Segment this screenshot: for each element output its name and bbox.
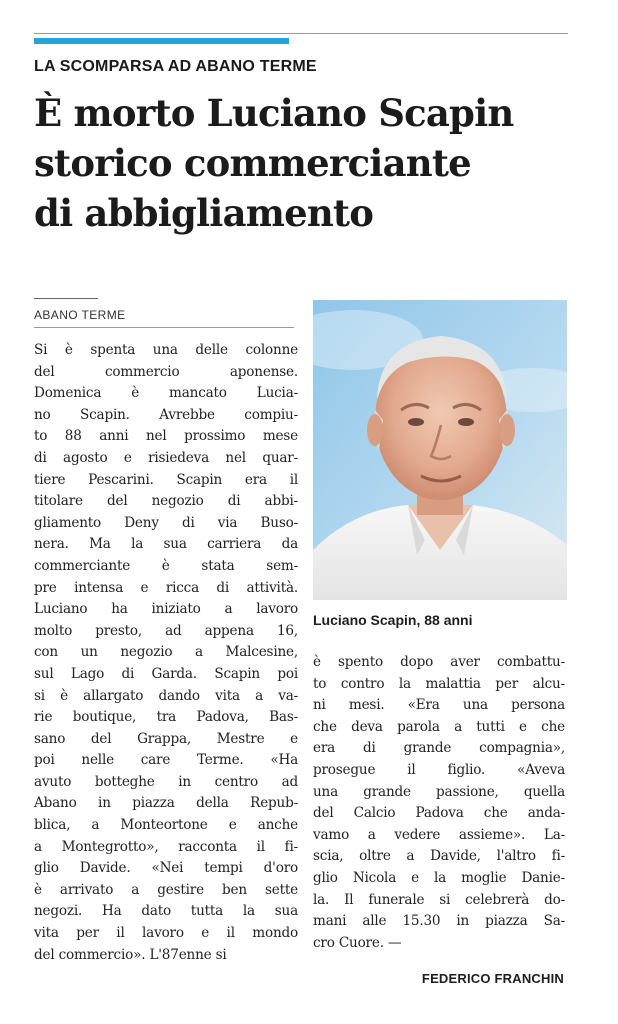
body-line: sano del Grappa, Mestre e bbox=[34, 730, 298, 747]
body-line: è spento dopo aver combattu- bbox=[313, 654, 565, 670]
body-line: a Montegrotto», racconta il fi- bbox=[34, 838, 298, 855]
body-line: scia, oltre a Davide, l'altro fi- bbox=[313, 848, 565, 865]
headline-line: di abbigliamento bbox=[34, 191, 374, 235]
body-line: Abano in piazza della Repub- bbox=[34, 795, 298, 812]
accent-rule bbox=[34, 38, 289, 44]
body-line: Luciano ha iniziato a lavoro bbox=[34, 601, 298, 618]
body-line: di agosto e risiedeva nel quar- bbox=[34, 449, 298, 466]
body-line: poi nelle care Terme. «Ha bbox=[34, 752, 298, 769]
body-line: vita per il lavoro e il mondo bbox=[34, 925, 298, 942]
body-line: tiere Pescarini. Scapin era il bbox=[34, 471, 298, 488]
body-line: del commercio». L'87enne si bbox=[34, 946, 227, 963]
body-column-right bbox=[313, 652, 565, 954]
body-line: che deva parola a tutti e che bbox=[313, 718, 565, 735]
body-line: avuto botteghe in centro ad bbox=[34, 773, 298, 790]
kicker: LA SCOMPARSA AD ABANO TERME bbox=[34, 58, 317, 75]
body-line: si è allargato dando vita a va- bbox=[34, 687, 298, 704]
body-column-left bbox=[34, 340, 298, 966]
body-line: del Calcio Padova che anda- bbox=[313, 805, 565, 822]
body-line: con un negozio a Malcesine, bbox=[34, 644, 298, 661]
body-line: to 88 anni nel prossimo mese bbox=[34, 428, 298, 445]
body-line: blica, a Monteortone e anche bbox=[34, 817, 298, 834]
headline-line: È morto Luciano Scapin bbox=[34, 91, 514, 135]
headline-line: storico commerciante bbox=[34, 141, 471, 185]
body-line: Domenica è mancato Lucia- bbox=[34, 385, 298, 402]
top-rule bbox=[34, 33, 568, 34]
dateline: ABANO TERME bbox=[34, 308, 126, 322]
body-line: glio Davide. «Nei tempi d'oro bbox=[34, 860, 298, 877]
body-line: gliamento Deny di via Buso- bbox=[34, 514, 298, 531]
body-line: mani alle 15.30 in piazza Sa- bbox=[313, 913, 565, 930]
body-line: cro Cuore. — bbox=[313, 934, 402, 951]
dateline-rule bbox=[34, 298, 98, 299]
body-line: vamo a vedere assieme». La- bbox=[313, 826, 565, 843]
body-line: una grande passione, quella bbox=[313, 783, 565, 800]
body-line: commerciante è stata sem- bbox=[34, 557, 298, 574]
body-line: la. Il funerale si celebrerà do- bbox=[313, 891, 565, 908]
body-line: nera. Ma la sua carriera da bbox=[34, 536, 298, 553]
body-line: to contro la malattia per alcu- bbox=[313, 675, 565, 692]
body-line: glio Nicola e la moglie Danie- bbox=[313, 869, 565, 886]
body-line: è arrivato a gestire ben sette bbox=[34, 881, 298, 898]
photo-caption: Luciano Scapin, 88 anni bbox=[313, 612, 473, 628]
dateline-underline bbox=[34, 327, 294, 328]
portrait-photo bbox=[313, 300, 567, 600]
body-line: ni mesi. «Era una persona bbox=[313, 697, 565, 714]
body-line: titolare del negozio di abbi- bbox=[34, 493, 298, 510]
body-line: sul Lago di Garda. Scapin poi bbox=[34, 665, 298, 682]
body-line: pre intensa e ricca di attività. bbox=[34, 579, 298, 596]
body-line: molto presto, ad appena 16, bbox=[34, 622, 298, 639]
byline: FEDERICO FRANCHIN bbox=[421, 971, 564, 986]
body-line: Si è spenta una delle colonne bbox=[34, 342, 298, 358]
body-line: prosegue il figlio. «Aveva bbox=[313, 761, 565, 778]
body-line: rie boutique, tra Padova, Bas- bbox=[34, 709, 298, 726]
body-line: negozi. Ha dato tutta la sua bbox=[34, 903, 298, 920]
body-line: no Scapin. Avrebbe compiu- bbox=[34, 406, 298, 423]
body-line: era di grande compagnia», bbox=[313, 740, 565, 757]
headline bbox=[34, 88, 594, 238]
body-line: del commercio aponense. bbox=[34, 363, 298, 380]
